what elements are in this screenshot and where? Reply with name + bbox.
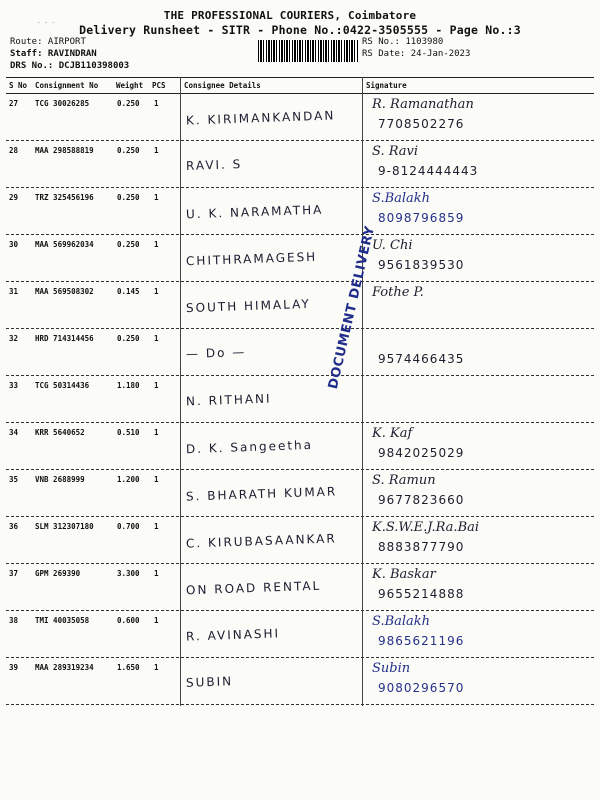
- row-pcs: 1: [154, 381, 159, 390]
- row-phone-handwritten: 8098796859: [378, 211, 465, 225]
- row-weight: 0.145: [117, 287, 140, 296]
- row-consignment-no: MAA 569962034: [35, 240, 94, 249]
- row-sno: 39: [9, 663, 19, 672]
- row-signature: Fothe P.: [372, 285, 424, 300]
- row-pcs: 1: [154, 287, 159, 296]
- row-consignee-handwritten: D. K. Sangeetha: [185, 437, 314, 457]
- row-consignment-no: SLM 312307180: [35, 522, 94, 531]
- row-consignee-handwritten: C. KIRUBASAANKAR: [185, 531, 337, 551]
- row-divider: [6, 704, 594, 705]
- row-weight: 0.510: [117, 428, 140, 437]
- row-consignee-handwritten: N. RITHANI: [185, 391, 272, 409]
- row-weight: 0.250: [117, 146, 140, 155]
- row-weight: 0.250: [117, 193, 140, 202]
- row-consignee-handwritten: CHITHRAMAGESH: [185, 249, 318, 269]
- header-top-rule: [6, 77, 594, 78]
- table-row: [6, 235, 594, 282]
- row-pcs: 1: [154, 569, 159, 578]
- row-signature: K.S.W.E.J.Ra.Bai: [372, 520, 480, 535]
- row-weight: 0.250: [117, 240, 140, 249]
- row-phone-handwritten: 9-8124444443: [378, 164, 479, 178]
- row-consignment-no: MAA 289319234: [35, 663, 94, 672]
- company-title: THE PROFESSIONAL COURIERS, Coimbatore: [163, 9, 417, 22]
- runsheet-title: Delivery Runsheet - SITR - Phone No.:0422-3505555 - Page No.:3: [79, 23, 521, 37]
- row-signature: K. Kaf: [372, 426, 413, 441]
- row-phone-handwritten: 9574466435: [378, 352, 465, 366]
- row-pcs: 1: [154, 146, 159, 155]
- table-row: [6, 470, 594, 517]
- row-signature: S. Ravi: [372, 144, 419, 159]
- row-consignee-handwritten: SUBIN: [185, 674, 234, 690]
- row-weight: 0.700: [117, 522, 140, 531]
- row-weight: 0.600: [117, 616, 140, 625]
- document-delivery-stamp: DOCUMENT DELIVERY: [325, 224, 379, 391]
- row-consignment-no: TMI 40035058: [35, 616, 90, 625]
- row-pcs: 1: [154, 475, 159, 484]
- rs-date: RS Date: 24-Jan-2023: [362, 49, 471, 59]
- row-weight: 0.250: [117, 334, 140, 343]
- row-consignee-handwritten: K. KIRIMANKANDAN: [185, 108, 336, 128]
- barcode: [258, 40, 358, 62]
- row-consignee-handwritten: — Do —: [185, 344, 247, 362]
- row-phone-handwritten: 9561839530: [378, 258, 465, 272]
- row-phone-handwritten: 8883877790: [378, 540, 465, 554]
- row-phone-handwritten: 9677823660: [378, 493, 465, 507]
- row-sno: 30: [9, 240, 19, 249]
- row-consignment-no: VNB 2688999: [35, 475, 85, 484]
- row-consignment-no: TCG 50314436: [35, 381, 90, 390]
- staff-label: Staff: RAVINDRAN: [10, 49, 97, 59]
- table-row: [6, 282, 594, 329]
- row-sno: 33: [9, 381, 19, 390]
- route-label: Route: AIRPORT: [10, 37, 86, 47]
- row-sno: 28: [9, 146, 19, 155]
- col-consignment-no: Consignment No: [35, 81, 99, 90]
- row-pcs: 1: [154, 663, 159, 672]
- row-consignment-no: TCG 30026285: [35, 99, 90, 108]
- row-sno: 34: [9, 428, 19, 437]
- row-consignee-handwritten: S. BHARATH KUMAR: [185, 484, 338, 504]
- row-signature: K. Baskar: [372, 567, 436, 582]
- col-consignee-details: Consignee Details: [184, 81, 261, 90]
- row-signature: Subin: [372, 661, 411, 676]
- row-weight: 0.250: [117, 99, 140, 108]
- rs-number: RS No.: 1103980: [362, 37, 444, 47]
- table-row: [6, 517, 594, 564]
- row-consignment-no: MAA 569508302: [35, 287, 94, 296]
- row-consignment-no: KRR 5640652: [35, 428, 85, 437]
- table-row: [6, 141, 594, 188]
- col-signature: Signature: [366, 81, 407, 90]
- row-signature: U. Chi: [372, 238, 413, 253]
- row-consignee-handwritten: ON ROAD RENTAL: [185, 578, 322, 598]
- row-consignee-handwritten: RAVI. S: [185, 157, 243, 173]
- row-consignment-no: MAA 298588819: [35, 146, 94, 155]
- table-row: [6, 188, 594, 235]
- row-pcs: 1: [154, 99, 159, 108]
- row-signature: S.Balakh: [372, 191, 431, 206]
- row-sno: 38: [9, 616, 19, 625]
- row-sno: 32: [9, 334, 19, 343]
- row-sno: 37: [9, 569, 19, 578]
- drs-number: DRS No.: DCJB110398003: [10, 61, 130, 71]
- row-pcs: 1: [154, 522, 159, 531]
- row-consignee-handwritten: SOUTH HIMALAY: [185, 296, 311, 316]
- row-pcs: 1: [154, 616, 159, 625]
- table-row: [6, 329, 594, 376]
- row-signature: S. Ramun: [372, 473, 436, 488]
- table-row: [6, 611, 594, 658]
- row-consignee-handwritten: U. K. NARAMATHA: [185, 202, 324, 222]
- table-row: [6, 658, 594, 705]
- row-sno: 36: [9, 522, 19, 531]
- col-weight: Weight: [116, 81, 144, 90]
- row-phone-handwritten: 9080296570: [378, 681, 465, 695]
- row-consignment-no: GPM 269390: [35, 569, 81, 578]
- row-phone-handwritten: 7708502276: [378, 117, 465, 131]
- row-weight: 3.300: [117, 569, 140, 578]
- row-signature: R. Ramanathan: [372, 97, 474, 112]
- row-pcs: 1: [154, 334, 159, 343]
- row-consignment-no: TRZ 325456196: [35, 193, 94, 202]
- row-weight: 1.180: [117, 381, 140, 390]
- table-row: [6, 94, 594, 141]
- row-pcs: 1: [154, 193, 159, 202]
- table-row: [6, 376, 594, 423]
- table-row: [6, 564, 594, 611]
- row-pcs: 1: [154, 240, 159, 249]
- row-sno: 31: [9, 287, 19, 296]
- row-consignment-no: HRD 714314456: [35, 334, 94, 343]
- row-weight: 1.650: [117, 663, 140, 672]
- col-sno: S No: [9, 81, 28, 90]
- row-sno: 29: [9, 193, 19, 202]
- table-row: [6, 423, 594, 470]
- row-weight: 1.200: [117, 475, 140, 484]
- col-pcs: PCS: [152, 81, 166, 90]
- row-phone-handwritten: 9655214888: [378, 587, 465, 601]
- row-phone-handwritten: 9842025029: [378, 446, 465, 460]
- row-sno: 27: [9, 99, 19, 108]
- row-sno: 35: [9, 475, 19, 484]
- row-phone-handwritten: 9865621196: [378, 634, 465, 648]
- row-consignee-handwritten: R. AVINASHI: [185, 626, 281, 644]
- row-pcs: 1: [154, 428, 159, 437]
- row-signature: S.Balakh: [372, 614, 431, 629]
- corner-mark: - - -: [37, 19, 56, 26]
